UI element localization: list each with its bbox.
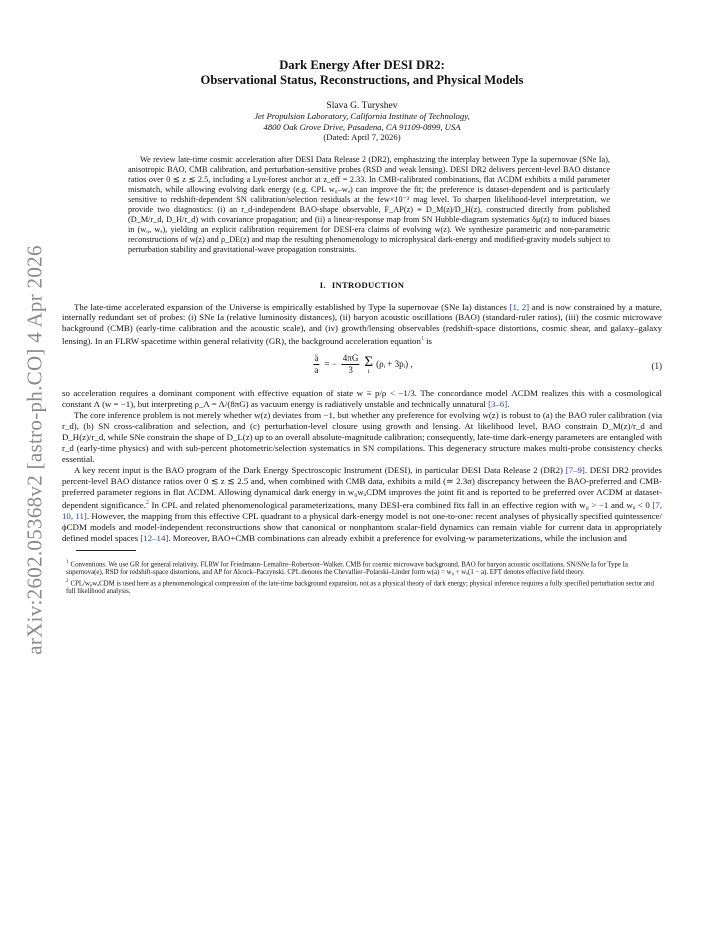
lhs-numerator: ä [314, 353, 319, 364]
footnote-mark-2: 2 [66, 578, 69, 584]
coef-numerator: 4πG [342, 353, 359, 364]
para4-text-cont3: . However, the mapping from this effective CPL quadrant to a physical dark-energy model is not one-to-one: recent analyses of physically specified quintessence/ϕCDM models and model-independent reconstructions show that canonical or nonphantom scalar-field dynamics can remain viable for current data in appropriately defined model spaces [62, 510, 663, 543]
lhs-denominator: a [314, 365, 319, 376]
para4-text-cont: . DESI DR2 provides percent-level BAO distance ratios over 0 ≲ z ≲ 2.5 and, when combined with CMB data, exhibits a mild (≃ 2.3σ) discrepancy between the BAO-preferred and CMB-preferred parameter regions in flat ΛCDM. Allowing dynamical dark energy in w₀wₐCDM improves the joint fit and is reported to be preferred over ΛCDM at dataset-dependent significance. [62, 464, 663, 510]
paragraph-4 [62, 465, 662, 544]
footnote-2-text: CPL/w₀wₐCDM is used here as a phenomenological compression of the late-time background expansion, not as a physical theory of dark energy; physical inference requires a fully specified perturbation sector and full likelihood analysis. [66, 579, 654, 596]
sum-index: i [367, 368, 370, 375]
sum-symbol [364, 355, 373, 375]
para4-text-cont2: In CPL and related phenomenological parameterizations, many DESI-era combined fits fall in an effective region with w₀ > −1 and wₐ < 0 [148, 499, 653, 510]
para4-text: A key recent input is the BAO program of the Dark Energy Spectroscopic Instrument (DESI), in particular DESI Data Release 2 (DR2) [74, 464, 566, 475]
affiliation-line-1: Jet Propulsion Laboratory, California Institute of Technology, [254, 111, 470, 121]
equals-sign: = − [324, 359, 337, 370]
para1-text: The late-time accelerated expansion of the Universe is empirically established by Type Ia supernovae (SNe Ia) distances [74, 301, 510, 312]
coef-denominator: 3 [348, 365, 353, 376]
para1-text-cont: and is now constrained by a mature, internally redundant set of probes: (i) SNe Ia (relative luminosity distances), (ii) baryon acoustic oscillations (BAO) (standard-ruler ratios), (iii) the cosmic microwave background (CMB) (early-time calibration and the acoustic scale), and (iv) growth/lensing observables (redshift-space distortions, cosmic shear, and galaxy–galaxy lensing). In an FLRW spacetime within general relativity (GR), the background acceleration equation [62, 301, 662, 347]
fraction-coef [342, 353, 360, 376]
footnote-ref-2[interactable]: 2 [145, 499, 149, 506]
paragraph-3: The core inference problem is not merely whether w(z) deviates from −1, but whether any preference for evolving w(z) is robust to (a) the BAO ruler calibration (via r_d), (b) SN cross-calibration and selection, and (c) perturbation-level closure using growth and lensing. At likelihood level, BAO constrain D_M(z)/r_d and D_H(z)/r_d, while SNe constrain the shape of D_L(z) up to an overall absolute-magnitude calibration; consequently, late-time dark-energy parameters are entangled with r_d (early-time physics) and with sub-percent photometric/selection systematics in SN compilations. This degeneracy structure makes multi-probe consistency checks essential. [62, 410, 662, 464]
footnote-1 [66, 559, 662, 578]
citation-link[interactable]: [7–9] [565, 464, 585, 475]
section-number: I. [319, 279, 326, 290]
paragraph-1 [62, 302, 662, 348]
fraction-lhs [313, 353, 319, 376]
citation-link[interactable]: [12–14] [140, 532, 169, 543]
sigma-glyph: Σ [364, 353, 374, 370]
footnote-ref-1[interactable]: 1 [420, 336, 424, 343]
body-text [62, 302, 662, 544]
para4-text-end: . Moreover, BAO+CMB combinations can already exhibit a preference for evolving-w parameterizations, while the inclusion and [168, 532, 627, 543]
equation-number: (1) [651, 361, 662, 372]
section-heading [62, 280, 662, 290]
affiliation-line-2: 4800 Oak Grove Drive, Pasadena, CA 91109-0899, USA [263, 121, 461, 132]
equation-1 [62, 351, 662, 385]
paragraph-2 [62, 388, 662, 410]
footnote-1-text: Conventions. We use GR for general relativity, FLRW for Friedmann–Lemaître–Robertson–Walker, CMB for cosmic microwave background, BAO for baryon acoustic oscillations, SN/SNe Ia for Type Ia supernova(e), RSD for redshift-space distortions, and AP for Alcock–Paczynski. CPL denotes the Chevallier–Polarski–Linder form w(a) = w₀ + wₐ(1 − a). EFT denotes effective field theory. [66, 560, 628, 577]
para2-text: so acceleration requires a dominant component with effective equation of state w ≡ p/ρ < −1/3. The concordance model ΛCDM realizes this with a cosmological constant Λ (w = −1), but interpreting ρ_Λ = Λ/(8πG) as vacuum energy is radiatively unstable and technically unnatural [62, 388, 662, 410]
arxiv-identifier: arXiv:2602.05368v2 [astro-ph.CO] 4 Apr 2026 [22, 245, 47, 655]
citation-link[interactable]: [3–6] [488, 399, 508, 410]
citation-link[interactable]: [7, 10, 11] [62, 499, 662, 521]
title-line-1: Dark Energy After DESI DR2: [279, 58, 445, 72]
author-name: Slava G. Turyshev [326, 100, 398, 111]
equation-rhs: (ρᵢ + 3pᵢ) , [376, 359, 413, 370]
footnote-divider [76, 550, 136, 551]
arxiv-sidebar-stamp [6, 230, 64, 670]
section-title: INTRODUCTION [331, 279, 405, 290]
equation-body [311, 353, 412, 376]
para2-text-end: . [507, 399, 510, 410]
para1-text-end: is [423, 336, 433, 347]
footnote-mark-1: 1 [66, 559, 69, 565]
citation-link[interactable]: [1, 2] [509, 301, 530, 312]
title-line-2: Observational Status, Reconstructions, and Physical Models [200, 73, 524, 87]
paper-page [62, 58, 662, 597]
date-line: (Dated: April 7, 2026) [323, 132, 401, 142]
footnotes [62, 559, 662, 597]
paper-title [62, 58, 662, 88]
abstract: We review late-time cosmic acceleration after DESI Data Release 2 (DR2), emphasizing the interplay between Type Ia supernovae (SNe Ia), anisotropic BAO, CMB calibration, and perturbation-sensitive probes (RSD and weak lensing). DESI DR2 delivers percent-level BAO distance ratios over 0 ≲ z ≲ 2.5, including a Lyα-forest anchor at z_eff = 2.33. In CMB-calibrated combinations, flat ΛCDM exhibits a mild parameter mismatch, while allowing evolving dark energy (e.g. CPL w₀–wₐ) can improve the fit; the preference is dataset-dependent and is particularly sensitive to redshift-dependent SN calibration/selection residuals at the few×10⁻² mag level. To sharpen likelihood-level interpretation, we provide two diagnostics: (i) an r_d-independent BAO-shape observable, F_AP(z) ≡ D_M(z)/D_H(z), constructed directly from published (D_M/r_d, D_H/r_d) with covariance propagation; and (ii) a linear-response map from SN Hubble-diagram systematics δμ(z) to induced biases in (w₀, wₐ), yielding an explicit calibration requirement for DESI-era claims of evolving w(z). We synthesize parametric and non-parametric reconstructions of w(z) and ρ_DE(z) and map the resulting phenomenology to microphysical dark-energy and modified-gravity models subject to perturbation stability and gravitational-wave propagation constraints. [128, 154, 610, 254]
footnote-2 [66, 578, 662, 597]
